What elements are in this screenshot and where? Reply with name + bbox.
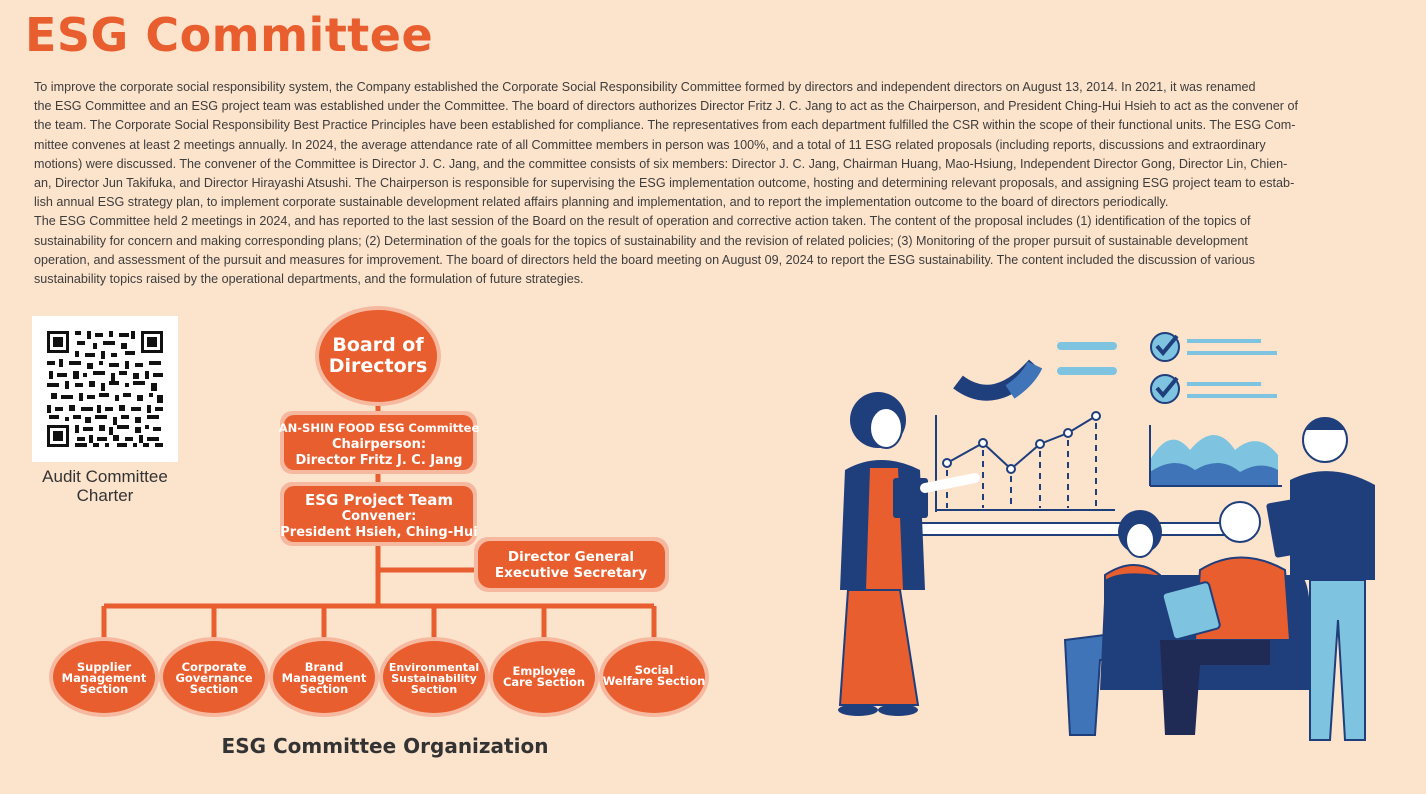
body-line: the ESG Committee and an ESG project team was established under the Committee. The board of directors authorizes Director Fritz J. C. Jang to act as the Chairperson, and President Ching-Hui Hsieh to act as the convener of (34, 99, 1298, 114)
secretary-label: Executive Secretary (494, 565, 648, 581)
qr-caption-line: Audit Committee (42, 467, 168, 486)
section-label: Section (189, 682, 239, 696)
body-line: the team. The Corporate Social Responsibility Best Practice Principles have been established for compliance. The representatives from each department fulfilled the CSR within the scope of their functional units. The ESG Com- (34, 118, 1296, 133)
team-person: President Hsieh, Ching-Hui (280, 525, 478, 540)
line-chart-icon (936, 412, 1115, 512)
section-label: Brand (304, 660, 344, 674)
secretary-node (474, 537, 669, 592)
body-line: lish annual ESG strategy plan, to implement corporate sustainable development related affairs planning and implementation, and to report the implementation outcome to the board of directors periodically. (34, 195, 1169, 210)
woman-presenter-figure (838, 392, 975, 716)
section-label: Welfare Section (602, 674, 706, 688)
body-text (34, 78, 1426, 289)
committee-person: Director Fritz J. C. Jang (295, 453, 463, 468)
page-title: ESG Committee (25, 8, 434, 62)
board-node (315, 306, 441, 406)
section-node (489, 637, 599, 717)
section-label: Management (61, 671, 147, 685)
section-label: Environmental (388, 661, 480, 674)
body-line: The ESG Committee held 2 meetings in 2024, and has reported to the last session of the Board on the result of operation and corrective action taken. The content of the proposal includes (1) identification of the topics of (34, 214, 1251, 229)
body-line: operation, and assessment of the pursuit and measures for improvement. The board of directors held the board meeting on August 09, 2024 to report the ESG sustainability. The content included the discussion of various (34, 252, 1255, 267)
seated-man-figure (1160, 502, 1290, 735)
team-title: ESG Project Team (304, 491, 454, 509)
committee-node (279, 411, 480, 474)
section-label: Management (281, 671, 367, 685)
committee-title: AN-SHIN FOOD ESG Committee (278, 421, 480, 435)
section-node (379, 637, 489, 717)
body-line: sustainability topics raised by the operational departments, and the formulation of future strategies. (34, 272, 584, 287)
section-label: Supplier (76, 660, 132, 674)
section-label: Social (634, 663, 674, 677)
project-team-node (280, 482, 478, 546)
area-chart-icon (1150, 425, 1282, 486)
body-line: motions) were discussed. The convener of the Committee is Director J. C. Jang, and the committee consists of six members: Director J. C. Jang, Chairman Huang, Mao-Hsiung, Independent Director Gong, Director Lin, Chien- (34, 156, 1288, 171)
section-label: Sustainability (391, 672, 477, 685)
checklist-icon (1151, 333, 1277, 403)
section-label: Corporate (181, 660, 247, 674)
board-label: Directors (328, 355, 428, 377)
section-node (159, 637, 269, 717)
committee-role: Chairperson: (331, 437, 427, 452)
org-chart (0, 300, 720, 730)
secretary-label: Director General (507, 549, 635, 565)
section-label: Employee (512, 664, 576, 678)
board-label: Board of (332, 334, 424, 356)
body-line: mittee convenes at least 2 meetings annually. In 2024, the average attendance rate of all Committee members in person was 100%, and a total of 11 ESG related proposals (including reports, discussions and extraordinary (34, 137, 1266, 152)
section-node (599, 637, 709, 717)
qr-caption-line: Charter (76, 486, 134, 505)
section-node (269, 637, 379, 717)
body-line: an, Director Jun Takifuka, and Director Hirayashi Atsushi. The Chairperson is responsible for supervising the ESG implementation outcome, hosting and determining relevant proposals, and assigning ESG project team to estab- (34, 176, 1295, 191)
org-chart-caption: ESG Committee Organization (221, 734, 549, 758)
section-label: Section (299, 682, 349, 696)
team-role: Convener: (341, 509, 417, 524)
team-meeting-illustration (820, 320, 1410, 760)
section-label: Governance (175, 671, 253, 685)
section-label: Care Section (502, 675, 586, 689)
table-icon (912, 523, 1232, 535)
section-label: Section (79, 682, 129, 696)
body-line: To improve the corporate social responsibility system, the Company established the Corporate Social Responsibility Committee formed by directors and independent directors on August 13, 2014. In 2021, it was renamed (34, 80, 1256, 94)
body-line: sustainability for concern and making corresponding plans; (2) Determination of the goals for the topics of sustainability and the revision of related policies; (3) Monitoring of the proper pursuit of sustainable development (34, 233, 1248, 248)
section-node (49, 637, 159, 717)
section-label: Section (410, 683, 458, 696)
